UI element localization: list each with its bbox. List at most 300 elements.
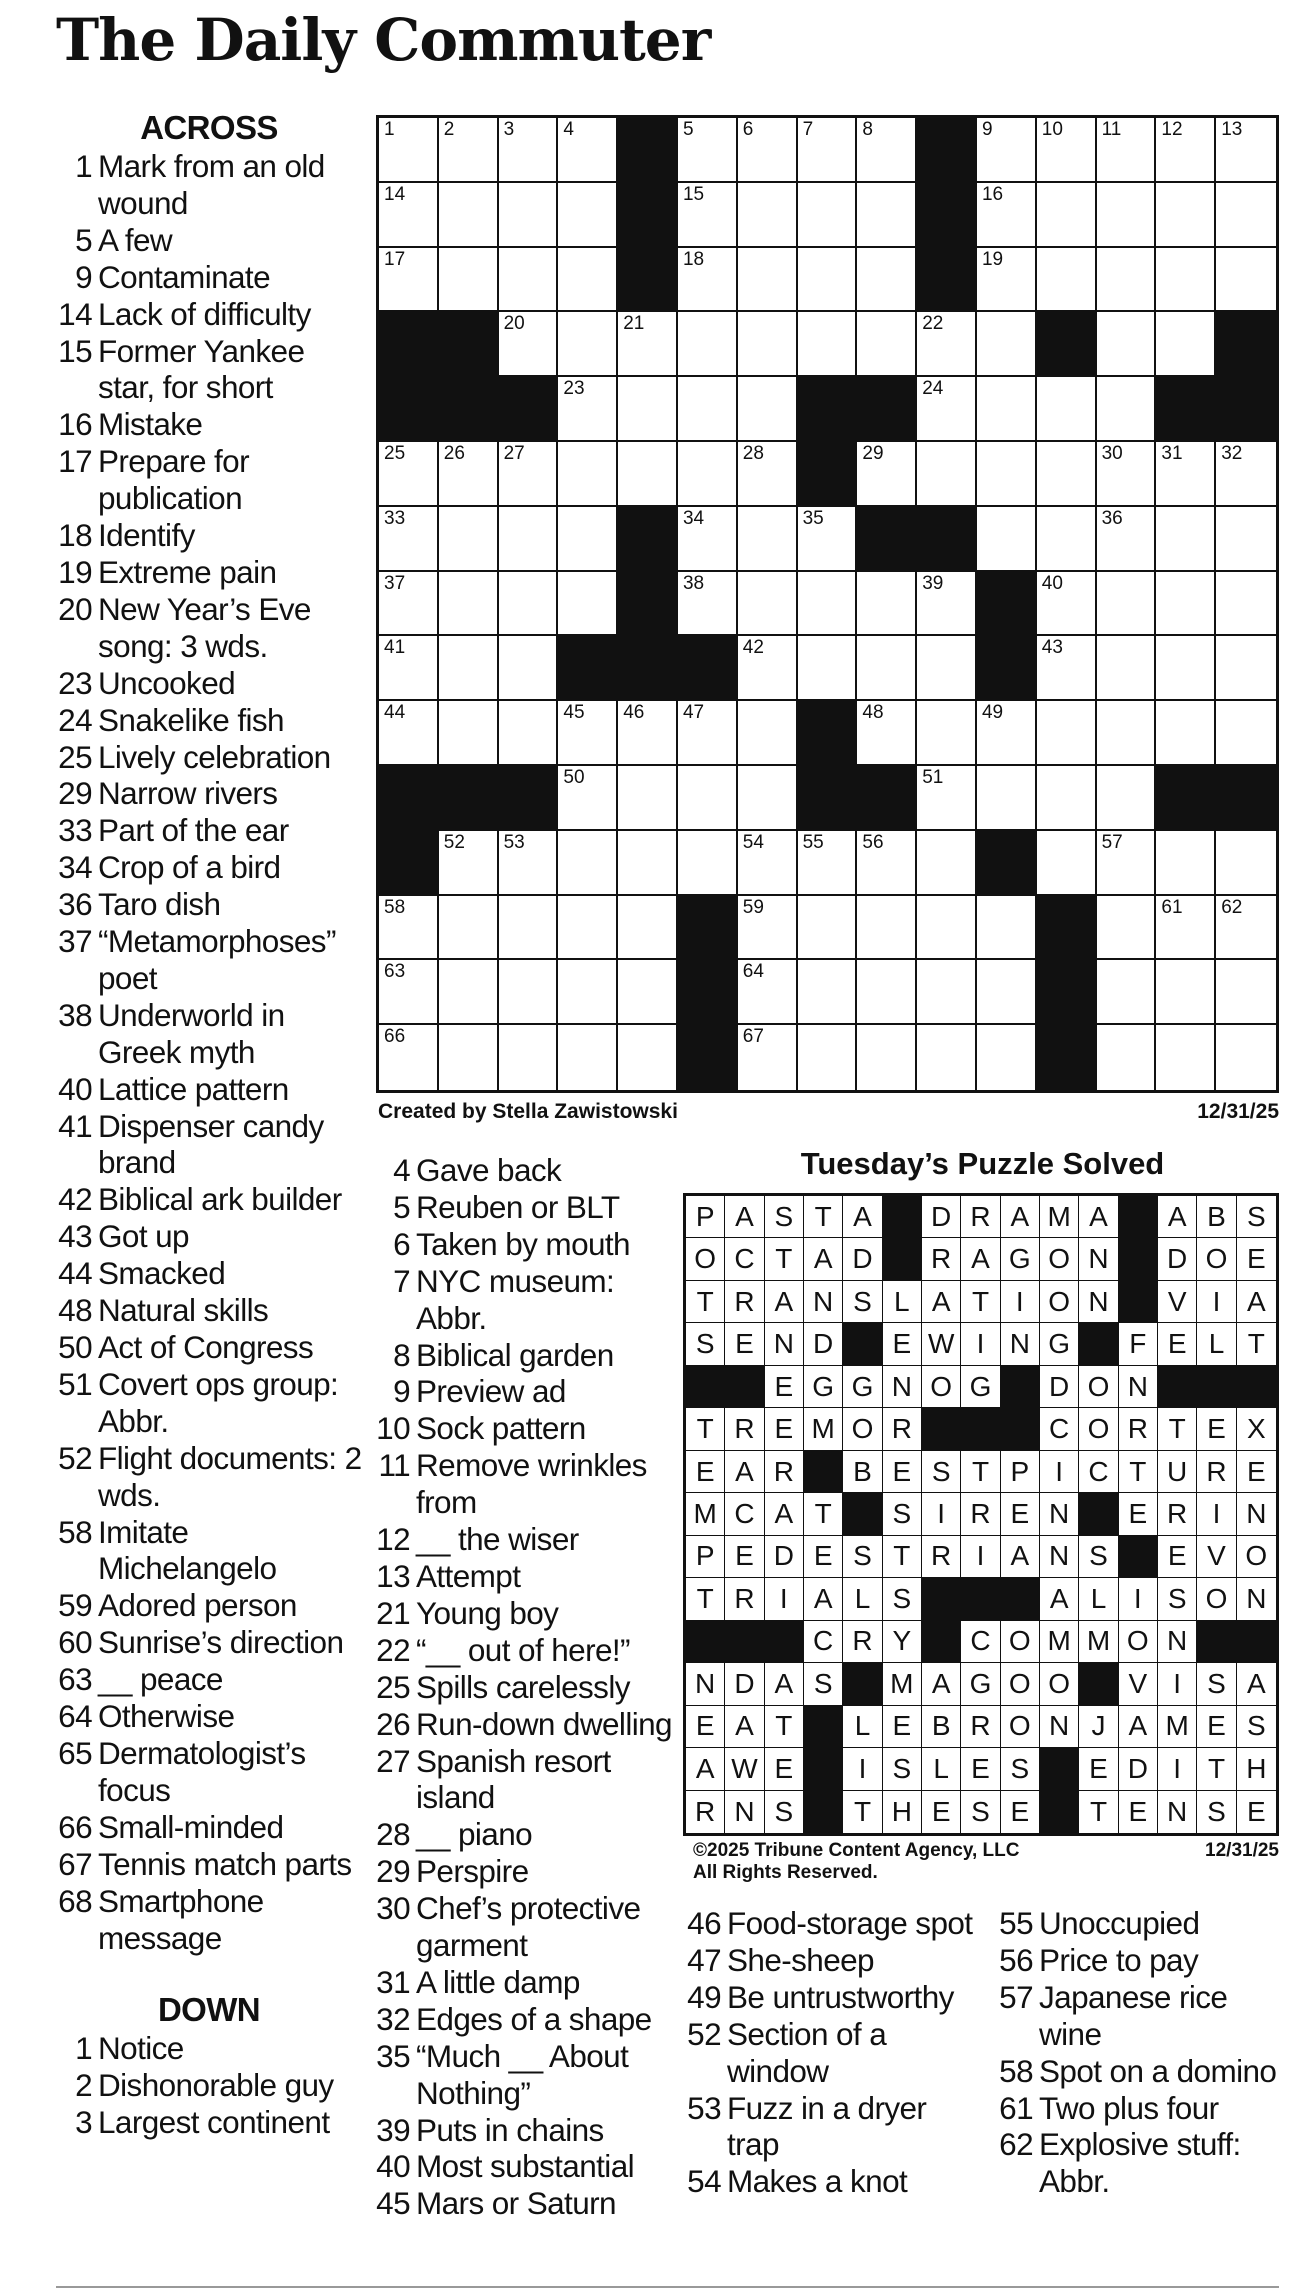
- grid-cell[interactable]: [379, 572, 439, 637]
- clue-text: Crop of a bird: [98, 849, 281, 886]
- grid-cell[interactable]: [1037, 701, 1097, 766]
- clue-number: 36: [58, 886, 92, 923]
- solution-letter: C: [725, 1493, 764, 1535]
- clue-item: [54, 1883, 364, 1957]
- grid-cell[interactable]: [1037, 636, 1097, 701]
- clue-number: 17: [58, 443, 92, 480]
- grid-cell[interactable]: [678, 701, 738, 766]
- grid-cell[interactable]: [798, 636, 858, 701]
- solution-letter: V: [1119, 1663, 1158, 1705]
- grid-cell[interactable]: [1037, 248, 1097, 313]
- grid-cell[interactable]: [798, 896, 858, 961]
- grid-cell[interactable]: [678, 312, 738, 377]
- grid-cell[interactable]: [738, 248, 798, 313]
- grid-cell[interactable]: [678, 377, 738, 442]
- grid-cell[interactable]: [379, 636, 439, 701]
- grid-cell[interactable]: [1156, 248, 1216, 313]
- grid-cell[interactable]: [499, 831, 559, 896]
- grid-cell[interactable]: [798, 507, 858, 572]
- solution-letter: A: [1237, 1663, 1276, 1705]
- grid-cell[interactable]: [439, 960, 499, 1025]
- solution-black-square: [804, 1706, 843, 1748]
- black-square: [1216, 766, 1276, 831]
- grid-cell[interactable]: [857, 960, 917, 1025]
- grid-cell[interactable]: [678, 248, 738, 313]
- black-square: [1037, 960, 1097, 1025]
- cell-number: 35: [802, 507, 824, 529]
- grid-cell[interactable]: [738, 377, 798, 442]
- grid-cell[interactable]: [1037, 507, 1097, 572]
- clue-number: 26: [376, 1705, 410, 1742]
- grid-cell[interactable]: [558, 248, 618, 313]
- clue-number: 61: [999, 2089, 1033, 2126]
- black-square: [678, 896, 738, 961]
- grid-cell[interactable]: [678, 183, 738, 248]
- solution-letter: L: [922, 1748, 961, 1790]
- grid-cell[interactable]: [857, 442, 917, 507]
- grid-cell[interactable]: [1037, 831, 1097, 896]
- grid-cell[interactable]: [1156, 572, 1216, 637]
- grid-cell[interactable]: [857, 1025, 917, 1090]
- grid-cell[interactable]: [1097, 312, 1157, 377]
- black-square: [917, 183, 977, 248]
- grid-cell[interactable]: [678, 572, 738, 637]
- grid-cell[interactable]: [1097, 896, 1157, 961]
- cell-number: 34: [682, 507, 705, 529]
- cell-number: 15: [682, 183, 705, 205]
- cell-number: 41: [384, 637, 406, 659]
- clue-text: Food-storage spot: [727, 1905, 973, 1941]
- cell-number: 4: [563, 119, 574, 140]
- grid-cell[interactable]: [1097, 248, 1157, 313]
- grid-cell[interactable]: [1097, 636, 1157, 701]
- grid-cell[interactable]: [439, 507, 499, 572]
- grid-cell[interactable]: [558, 442, 618, 507]
- grid-cell[interactable]: [379, 442, 439, 507]
- grid-cell[interactable]: [618, 442, 678, 507]
- grid-cell[interactable]: [917, 960, 977, 1025]
- solution-letter: I: [922, 1493, 961, 1535]
- grid-cell[interactable]: [1216, 118, 1276, 183]
- solution-letter: T: [765, 1706, 804, 1748]
- grid-cell[interactable]: [1156, 507, 1216, 572]
- grid-cell[interactable]: [917, 636, 977, 701]
- clue-text: Identify: [98, 517, 195, 554]
- grid-cell[interactable]: [857, 831, 917, 896]
- grid-cell[interactable]: [917, 766, 977, 831]
- grid-cell[interactable]: [738, 896, 798, 961]
- grid-cell[interactable]: [499, 701, 559, 766]
- grid-cell[interactable]: [618, 701, 678, 766]
- grid-cell[interactable]: [678, 831, 738, 896]
- solution-letter: A: [1040, 1578, 1079, 1620]
- solution-letter: M: [883, 1663, 922, 1705]
- solution-letter: E: [883, 1451, 922, 1493]
- grid-cell[interactable]: [379, 1025, 439, 1090]
- grid-cell[interactable]: [857, 636, 917, 701]
- grid-cell[interactable]: [439, 701, 499, 766]
- solution-letter: E: [1158, 1536, 1197, 1578]
- grid-cell[interactable]: [917, 377, 977, 442]
- grid-cell[interactable]: [917, 1025, 977, 1090]
- grid-cell[interactable]: [1097, 572, 1157, 637]
- grid-cell[interactable]: [917, 701, 977, 766]
- clue-text: Narrow rivers: [98, 775, 278, 812]
- clue-text: “Much __ About Nothing”: [416, 2037, 629, 2111]
- clue-number: 9: [393, 1373, 410, 1410]
- grid-cell[interactable]: [1097, 831, 1157, 896]
- solution-letter: T: [1158, 1408, 1197, 1450]
- grid-cell[interactable]: [738, 636, 798, 701]
- black-square: [857, 507, 917, 572]
- grid-cell[interactable]: [499, 572, 559, 637]
- clue-item: [372, 1890, 682, 1964]
- solution-letter: E: [1237, 1451, 1276, 1493]
- grid-cell[interactable]: [857, 118, 917, 183]
- solution-letter: X: [1237, 1408, 1276, 1450]
- grid-cell[interactable]: [1216, 572, 1276, 637]
- grid-cell[interactable]: [558, 377, 618, 442]
- cell-number: 61: [1161, 896, 1183, 918]
- grid-cell[interactable]: [738, 312, 798, 377]
- grid-cell[interactable]: [558, 831, 618, 896]
- grid-cell[interactable]: [1037, 766, 1097, 831]
- clue-text: Makes a knot: [727, 2163, 908, 2200]
- grid-cell[interactable]: [1156, 636, 1216, 701]
- grid-cell[interactable]: [1097, 118, 1157, 183]
- grid-cell[interactable]: [738, 183, 798, 248]
- clue-number: 6: [393, 1225, 410, 1262]
- grid-cell[interactable]: [558, 118, 618, 183]
- clue-item: [54, 1255, 364, 1292]
- across-clues-column: [54, 108, 364, 2141]
- grid-cell[interactable]: [1216, 248, 1276, 313]
- cell-number: 12: [1161, 119, 1183, 140]
- solution-black-square: [883, 1196, 922, 1238]
- cell-number: 48: [862, 702, 884, 724]
- clue-item: [372, 2185, 682, 2222]
- clue-item: [54, 849, 364, 886]
- cell-number: 25: [384, 443, 406, 464]
- grid-cell[interactable]: [499, 312, 559, 377]
- grid-cell[interactable]: [798, 248, 858, 313]
- solution-letter: E: [765, 1748, 804, 1790]
- grid-cell[interactable]: [1156, 1025, 1216, 1090]
- grid-cell[interactable]: [798, 960, 858, 1025]
- grid-cell[interactable]: [738, 572, 798, 637]
- grid-cell[interactable]: [977, 183, 1037, 248]
- grid-cell[interactable]: [618, 896, 678, 961]
- grid-cell[interactable]: [738, 766, 798, 831]
- grid-cell[interactable]: [1216, 831, 1276, 896]
- grid-cell[interactable]: [1216, 507, 1276, 572]
- grid-cell[interactable]: [558, 701, 618, 766]
- solution-letter: E: [1237, 1238, 1276, 1280]
- solution-black-square: [686, 1366, 725, 1408]
- clue-number: 11: [378, 1447, 410, 1484]
- grid-cell[interactable]: [857, 183, 917, 248]
- clue-number: 25: [376, 1668, 410, 1705]
- grid-cell[interactable]: [558, 572, 618, 637]
- cell-number: 53: [503, 831, 525, 853]
- solution-black-square: [1001, 1578, 1040, 1620]
- clue-text: Taken by mouth: [416, 1225, 630, 1262]
- grid-cell[interactable]: [499, 960, 559, 1025]
- cell-number: 18: [682, 248, 705, 270]
- grid-cell[interactable]: [618, 377, 678, 442]
- grid-cell[interactable]: [1037, 442, 1097, 507]
- grid-cell[interactable]: [1156, 312, 1216, 377]
- down-clues-column-3: [683, 1905, 983, 2200]
- grid-cell[interactable]: [439, 442, 499, 507]
- grid-cell[interactable]: [738, 118, 798, 183]
- grid-cell[interactable]: [439, 831, 499, 896]
- grid-cell[interactable]: [798, 572, 858, 637]
- grid-cell[interactable]: [977, 442, 1037, 507]
- solution-black-square: [1197, 1621, 1236, 1663]
- grid-cell[interactable]: [977, 960, 1037, 1025]
- grid-cell[interactable]: [738, 1025, 798, 1090]
- grid-cell[interactable]: [977, 312, 1037, 377]
- cell-number: 13: [1221, 119, 1243, 140]
- grid-cell[interactable]: [558, 960, 618, 1025]
- grid-cell[interactable]: [439, 896, 499, 961]
- grid-cell[interactable]: [618, 312, 678, 377]
- grid-cell[interactable]: [558, 896, 618, 961]
- solution-letter: A: [922, 1663, 961, 1705]
- grid-cell[interactable]: [379, 183, 439, 248]
- grid-cell[interactable]: [977, 766, 1037, 831]
- grid-cell[interactable]: [1156, 701, 1216, 766]
- grid-cell[interactable]: [1156, 118, 1216, 183]
- grid-cell[interactable]: [678, 507, 738, 572]
- grid-cell[interactable]: [738, 701, 798, 766]
- grid-cell[interactable]: [678, 442, 738, 507]
- clue-item: [54, 1440, 364, 1514]
- grid-cell[interactable]: [558, 507, 618, 572]
- solution-letter: O: [1197, 1578, 1236, 1620]
- across-header: ACROSS: [140, 109, 278, 146]
- black-square: [618, 507, 678, 572]
- clue-item: [372, 2038, 682, 2112]
- clue-item: [54, 554, 364, 591]
- clue-number: 30: [376, 1890, 410, 1927]
- grid-cell[interactable]: [977, 118, 1037, 183]
- grid-cell[interactable]: [439, 572, 499, 637]
- clue-text: Dishonorable guy: [98, 2067, 334, 2104]
- grid-cell[interactable]: [857, 701, 917, 766]
- grid-cell[interactable]: [439, 118, 499, 183]
- grid-cell[interactable]: [857, 312, 917, 377]
- grid-cell[interactable]: [977, 1025, 1037, 1090]
- grid-cell[interactable]: [1216, 960, 1276, 1025]
- clue-number: 52: [58, 1439, 92, 1476]
- cell-number: 17: [384, 248, 406, 270]
- grid-cell[interactable]: [499, 442, 559, 507]
- grid-cell[interactable]: [977, 248, 1037, 313]
- solution-black-square: [804, 1451, 843, 1493]
- grid-cell[interactable]: [618, 831, 678, 896]
- grid-cell[interactable]: [738, 507, 798, 572]
- grid-cell[interactable]: [798, 118, 858, 183]
- grid-cell[interactable]: [738, 960, 798, 1025]
- grid-cell[interactable]: [977, 507, 1037, 572]
- grid-cell[interactable]: [1216, 1025, 1276, 1090]
- grid-cell[interactable]: [1156, 831, 1216, 896]
- grid-cell[interactable]: [1216, 701, 1276, 766]
- clue-text: Extreme pain: [98, 553, 277, 590]
- grid-cell[interactable]: [379, 701, 439, 766]
- solution-black-square: [1040, 1791, 1079, 1833]
- solution-black-square: [1001, 1408, 1040, 1450]
- grid-cell[interactable]: [558, 312, 618, 377]
- grid-cell[interactable]: [1216, 896, 1276, 961]
- solution-letter: N: [1237, 1493, 1276, 1535]
- clue-item: [54, 517, 364, 554]
- grid-cell[interactable]: [738, 831, 798, 896]
- grid-cell[interactable]: [439, 183, 499, 248]
- black-square: [439, 312, 499, 377]
- clue-item: [372, 1263, 682, 1337]
- grid-cell[interactable]: [1156, 442, 1216, 507]
- solution-letter: H: [1237, 1748, 1276, 1790]
- grid-cell[interactable]: [1097, 1025, 1157, 1090]
- solution-letter: E: [1197, 1706, 1236, 1748]
- grid-cell[interactable]: [1097, 960, 1157, 1025]
- grid-cell[interactable]: [798, 312, 858, 377]
- grid-cell[interactable]: [1097, 701, 1157, 766]
- grid-cell[interactable]: [379, 248, 439, 313]
- solution-letter: E: [883, 1323, 922, 1365]
- solution-letter: S: [1001, 1748, 1040, 1790]
- grid-cell[interactable]: [499, 1025, 559, 1090]
- grid-cell[interactable]: [1037, 118, 1097, 183]
- solution-letter: T: [804, 1493, 843, 1535]
- solution-letter: T: [843, 1791, 882, 1833]
- grid-cell[interactable]: [1037, 183, 1097, 248]
- cell-number: 11: [1101, 119, 1122, 140]
- grid-cell[interactable]: [558, 183, 618, 248]
- grid-cell[interactable]: [857, 896, 917, 961]
- grid-cell[interactable]: [857, 248, 917, 313]
- clue-number: 44: [58, 1255, 92, 1292]
- clue-text: Tennis match parts: [98, 1845, 352, 1882]
- grid-cell[interactable]: [499, 183, 559, 248]
- clue-number: 13: [376, 1557, 410, 1594]
- grid-cell[interactable]: [379, 507, 439, 572]
- grid-cell[interactable]: [499, 636, 559, 701]
- black-square: [678, 636, 738, 701]
- solution-letter: N: [1079, 1281, 1118, 1323]
- grid-cell[interactable]: [439, 1025, 499, 1090]
- cell-number: 64: [742, 961, 764, 983]
- puzzle-credit: Created by Stella Zawistowski: [378, 1100, 678, 1123]
- cell-number: 20: [503, 313, 525, 335]
- solution-letter: E: [725, 1536, 764, 1578]
- grid-cell[interactable]: [798, 831, 858, 896]
- clue-text: Dermatologist’s focus: [98, 1734, 306, 1808]
- grid-cell[interactable]: [678, 118, 738, 183]
- clue-item: [54, 923, 364, 997]
- grid-cell[interactable]: [499, 248, 559, 313]
- grid-cell[interactable]: [917, 896, 977, 961]
- solution-letter: E: [1197, 1408, 1236, 1450]
- grid-cell[interactable]: [738, 442, 798, 507]
- solution-letter: D: [1119, 1748, 1158, 1790]
- solution-letter: I: [961, 1536, 1000, 1578]
- grid-cell[interactable]: [1156, 183, 1216, 248]
- cell-number: 38: [682, 572, 705, 594]
- clue-text: Snakelike fish: [98, 701, 284, 738]
- grid-cell[interactable]: [1037, 377, 1097, 442]
- clue-item: [683, 1905, 983, 1942]
- grid-cell[interactable]: [1097, 766, 1157, 831]
- solution-black-square: [725, 1366, 764, 1408]
- grid-cell[interactable]: [917, 831, 977, 896]
- grid-cell[interactable]: [917, 442, 977, 507]
- solution-letter: S: [883, 1578, 922, 1620]
- grid-cell[interactable]: [558, 1025, 618, 1090]
- crossword-grid[interactable]: [376, 115, 1279, 1093]
- solution-letter: R: [883, 1408, 922, 1450]
- solution-letter: I: [1158, 1663, 1197, 1705]
- solution-letter: A: [686, 1748, 725, 1790]
- grid-cell[interactable]: [798, 183, 858, 248]
- grid-cell[interactable]: [1097, 377, 1157, 442]
- clue-item: [54, 739, 364, 776]
- clue-item: [995, 2126, 1285, 2200]
- grid-cell[interactable]: [1097, 442, 1157, 507]
- grid-cell[interactable]: [379, 118, 439, 183]
- grid-cell[interactable]: [499, 118, 559, 183]
- grid-cell[interactable]: [977, 377, 1037, 442]
- grid-cell[interactable]: [917, 572, 977, 637]
- solution-letter: G: [1001, 1238, 1040, 1280]
- grid-cell[interactable]: [439, 636, 499, 701]
- grid-cell[interactable]: [977, 701, 1037, 766]
- grid-cell[interactable]: [1156, 896, 1216, 961]
- grid-cell[interactable]: [1037, 572, 1097, 637]
- cell-number: 8: [862, 119, 873, 140]
- grid-cell[interactable]: [499, 896, 559, 961]
- grid-cell[interactable]: [678, 766, 738, 831]
- solution-letter: B: [922, 1706, 961, 1748]
- solution-black-square: [1197, 1366, 1236, 1408]
- grid-cell[interactable]: [1097, 183, 1157, 248]
- grid-cell[interactable]: [1156, 960, 1216, 1025]
- solution-letter: C: [961, 1621, 1000, 1663]
- grid-cell[interactable]: [618, 766, 678, 831]
- grid-cell[interactable]: [618, 1025, 678, 1090]
- grid-cell[interactable]: [379, 960, 439, 1025]
- grid-cell[interactable]: [499, 507, 559, 572]
- grid-cell[interactable]: [439, 248, 499, 313]
- grid-cell[interactable]: [618, 960, 678, 1025]
- grid-cell[interactable]: [798, 1025, 858, 1090]
- grid-cell[interactable]: [1216, 636, 1276, 701]
- grid-cell[interactable]: [1097, 507, 1157, 572]
- grid-cell[interactable]: [1216, 183, 1276, 248]
- grid-cell[interactable]: [857, 572, 917, 637]
- grid-cell[interactable]: [1216, 442, 1276, 507]
- grid-cell[interactable]: [977, 896, 1037, 961]
- grid-cell[interactable]: [917, 312, 977, 377]
- clue-item: [54, 1846, 364, 1883]
- grid-cell[interactable]: [379, 896, 439, 961]
- grid-cell[interactable]: [558, 766, 618, 831]
- across-clue-list: [54, 148, 364, 1956]
- clue-number: 3: [75, 2104, 92, 2141]
